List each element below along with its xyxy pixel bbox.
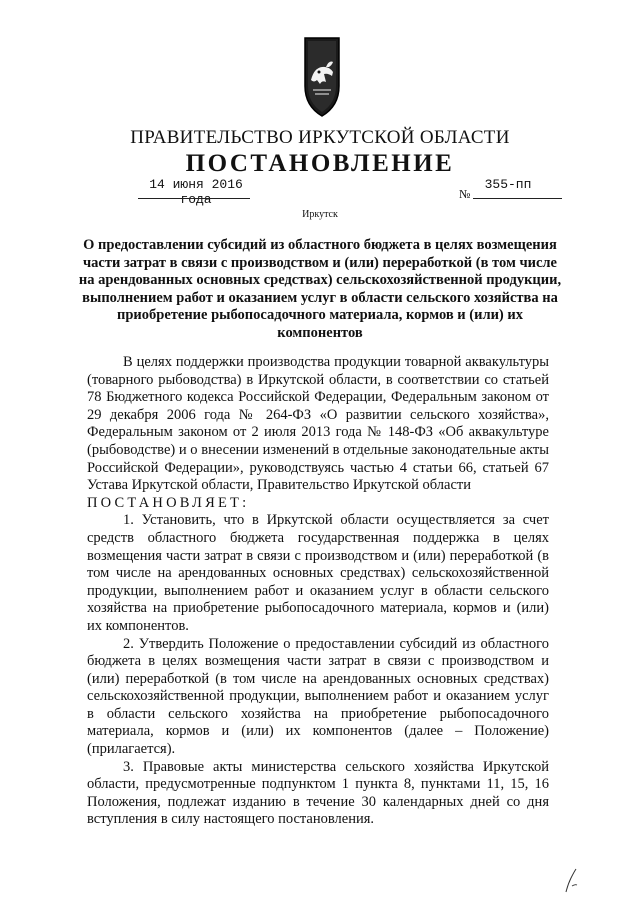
document-date: 14 июня 2016 года (149, 177, 243, 207)
document-body (87, 354, 549, 829)
clause-3: 3. Правовые акты министерства сельского хозяйства Иркутской области, предусмотренные подпунктом 1 пункта 8, пунктами 11, 15, 16 Положения, подлежат изданию в течение 30 календарных дней со дня вступления в силу настоящего постановления. (87, 758, 549, 828)
number-sign: № (459, 187, 471, 201)
clause-1: 1. Установить, что в Иркутской области осуществляется за счет средств областного бюджета государственная поддержка в целях возмещения части затрат в связи с производством и (или) переработкой (в том числе на арендованных основных средствах) сельскохозяйственной продукции, выполнением работ и оказанием услуг в области сельского хозяйства на приобретение рыбопосадочного материала, кормов и (или) их компонентов. (87, 512, 549, 634)
date-underline (138, 198, 250, 199)
preamble-paragraph: В целях поддержки производства продукции товарной аквакультуры (товарного рыбоводства) в Иркутской области, в соответствии со статьей 78 Бюджетного кодекса Российской Федерации, Федеральным законом от 29 декабря 2006 года № 264-ФЗ «О развитии сельского хозяйства», Федеральным законом от 2 июля 2013 года № 148-ФЗ «Об аквакультуре (рыбоводстве) и о внесении изменений в отдельные законодательные акты Российской Федерации», руководствуясь частью 4 статьи 66, статьей 67 Устава Иркутской области, Правительство Иркутской области (87, 354, 549, 494)
authority-name: ПРАВИТЕЛЬСТВО ИРКУТСКОЙ ОБЛАСТИ (130, 127, 510, 148)
city-name: Иркутск (302, 209, 338, 220)
signature-mark-icon (562, 866, 582, 894)
document-type: ПОСТАНОВЛЕНИЕ (185, 150, 455, 177)
clause-2: 2. Утвердить Положение о предоставлении субсидий из областного бюджета в целях возмещения части затрат в связи с производством и (или) переработкой (в том числе на арендованных основных средствах) сельскохозяйственной продукции, выполнением работ и оказанием услуг в области сельского хозяйства на приобретение рыбопосадочного материала, кормов и (или) их компонентов (далее – Положение) (прилагается). (87, 635, 549, 758)
document-title: О предоставлении субсидий из областного бюджета в целях возмещения части затрат в связи с производством и (или) переработкой (в том числе на арендованных основных средствах) сельскохозяйственной продукции, выполнением работ и оказанием услуг в области сельского хозяйства на приобретение рыбопосадочного материала, кормов и (или) их компонентов (78, 237, 562, 341)
resolve-heading: ПОСТАНОВЛЯЕТ: (87, 494, 250, 511)
document-number: 355-пп (484, 177, 532, 192)
number-underline (473, 198, 562, 199)
irkutsk-coat-of-arms-icon (302, 36, 342, 118)
